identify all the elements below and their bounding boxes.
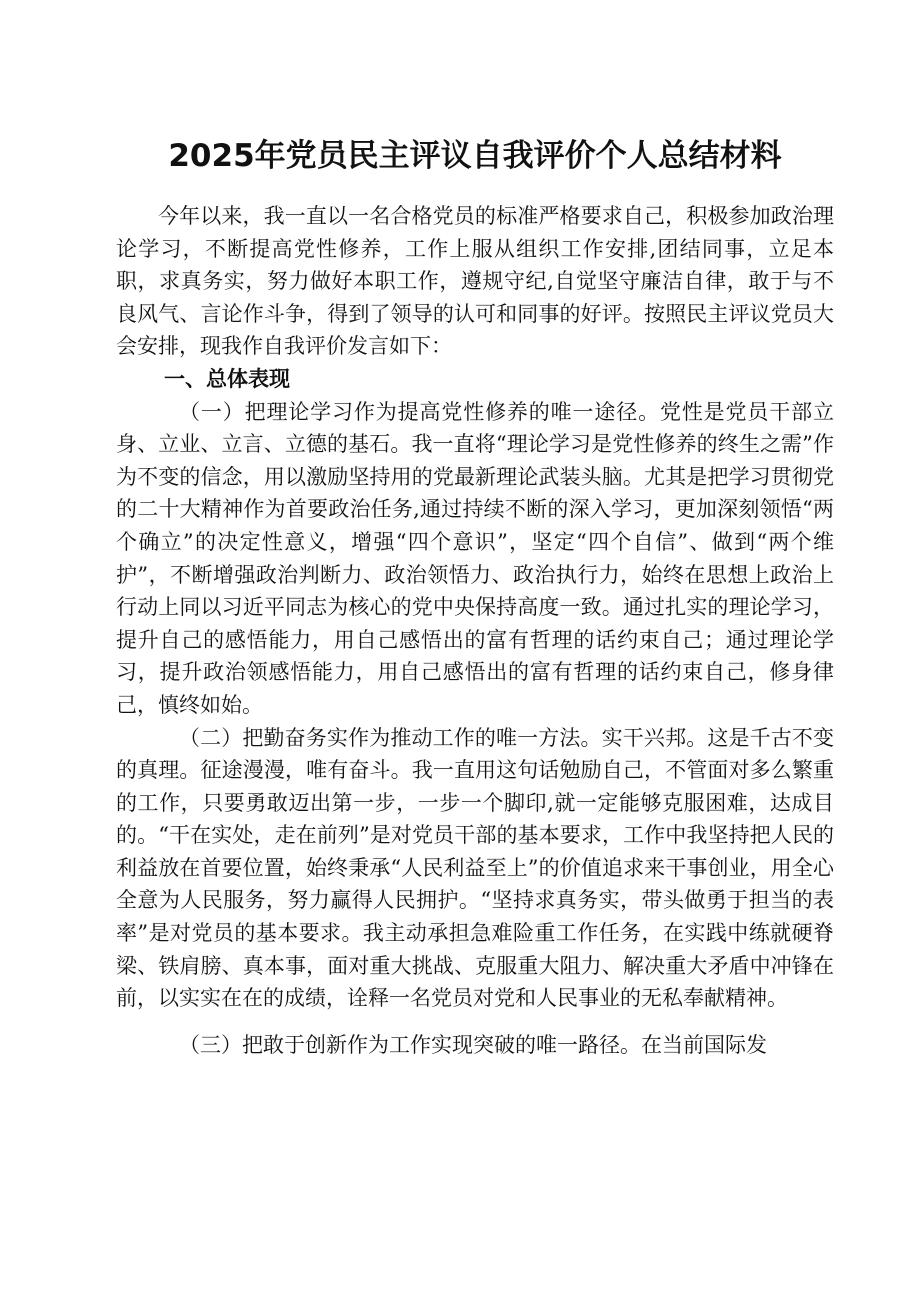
paragraph-diligence: （二）把勤奋务实作为推动工作的唯一方法。实干兴邦。这是千古不变的真理。征途漫漫，唯有奋斗。我一直用这句话勉励自己，不管面对多么繁重的工作，只要勇敢迈出第一步，一步一个脚印,就一定能够克服困难，达成目的。“干在实处，走在前列”是对党员干部的基本要求，工作中我坚持把人民的利益放在首要位置，始终秉承“人民利益至上”的价值追求来干事创业，用全心全意为人民服务，努力赢得人民拥护。“坚持求真务实，带头做勇于担当的表率”是对党员的基本要求。我主动承担急难险重工作任务，在实践中练就硬脊梁、铁肩膀、真本事，面对重大挑战、克服重大阻力、解决重大矛盾中冲锋在前，以实实在在的成绩，诠释一名党员对党和人民事业的无私奉献精神。 [116,725,834,1011]
paragraph-gap [116,1015,834,1029]
paragraph-theory-study: （一）把理论学习作为提高党性修养的唯一途径。党性是党员干部立身、立业、立言、立德的基石。我一直将“理论学习是党性修养的终生之需”作为不变的信念，用以激励坚持用的党最新理论武装头脑。尤其是把学习贯彻党的二十大精神作为首要政治任务,通过持续不断的深入学习，更加深刻领悟“两个确立”的决定性意义，增强“四个意识”，坚定“四个自信”、做到“两个维护”，不断增强政治判断力、政治领悟力、政治执行力，始终在思想上政治上行动上同以习近平同志为核心的党中央保持高度一致。通过扎实的理论学习，提升自己的感悟能力，用自己感悟出的富有哲理的话约束自己；通过理论学习，提升政治领感悟能力，用自己感悟出的富有哲理的话约束自己，修身律己，慎终如始。 [116,399,834,717]
section-heading-overall: 一、总体表现 [164,366,290,391]
document-title: 2025年党员民主评议自我评价个人总结材料 [168,138,782,174]
intro-paragraph: 今年以来，我一直以一名合格党员的标准严格要求自己，积极参加政治理论学习，不断提高党性修养，工作上服从组织工作安排,团结同事，立足本职，求真务实，努力做好本职工作，遵规守纪,自觉坚守廉洁自律，敢于与不良风气、言论作斗争，得到了领导的认可和同事的好评。按照民主评议党员大会安排，现我作自我评价发言如下： [116,204,834,359]
paragraph-innovation: （三）把敢于创新作为工作实现突破的唯一路径。在当前国际发 [179,1032,767,1057]
document-body [116,200,834,1061]
